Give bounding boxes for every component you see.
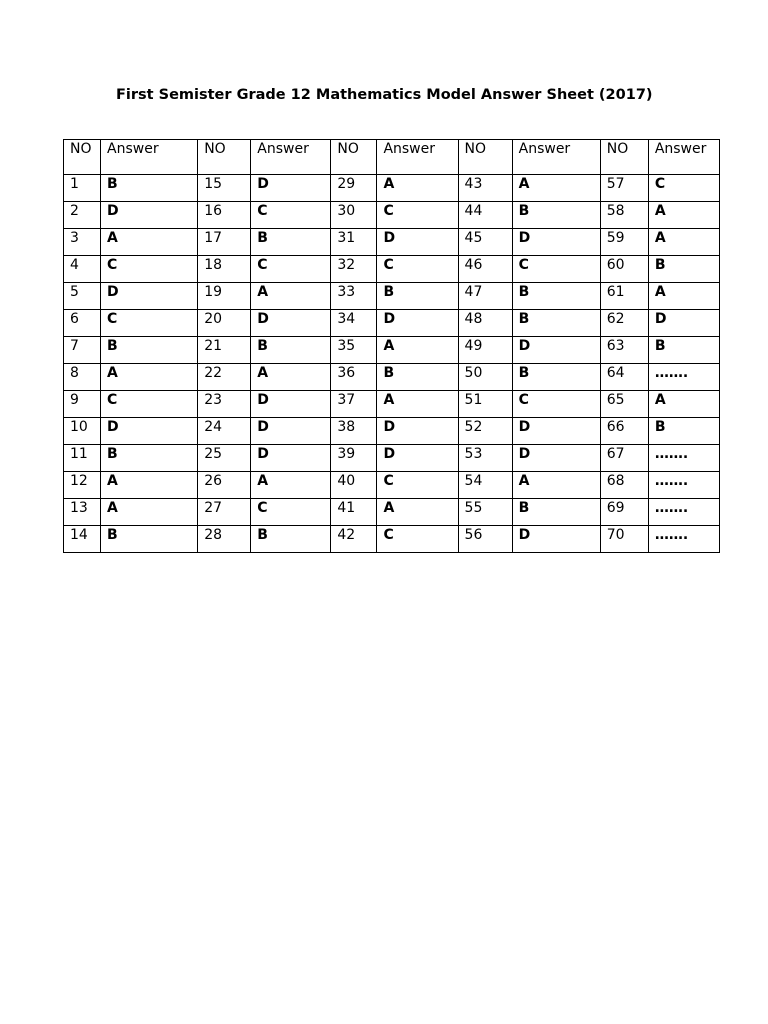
header-row bbox=[64, 140, 720, 175]
answer-cell: A bbox=[377, 175, 458, 202]
question-number-cell: 23 bbox=[198, 391, 251, 418]
answer-cell: ……. bbox=[648, 499, 719, 526]
answer-cell: ……. bbox=[648, 364, 719, 391]
answer-cell: B bbox=[648, 337, 719, 364]
answer-cell: A bbox=[251, 364, 331, 391]
question-number-cell: 36 bbox=[331, 364, 377, 391]
header-no: NO bbox=[198, 140, 251, 175]
table-row bbox=[64, 391, 720, 418]
answer-cell: D bbox=[512, 526, 600, 553]
answer-cell: D bbox=[512, 418, 600, 445]
header-answer: Answer bbox=[512, 140, 600, 175]
question-number-cell: 2 bbox=[64, 202, 101, 229]
answer-rows bbox=[64, 175, 720, 553]
question-number-cell: 22 bbox=[198, 364, 251, 391]
answer-cell: C bbox=[251, 499, 331, 526]
question-number-cell: 53 bbox=[458, 445, 512, 472]
answer-cell: D bbox=[251, 445, 331, 472]
answer-cell: C bbox=[377, 472, 458, 499]
question-number-cell: 31 bbox=[331, 229, 377, 256]
question-number-cell: 59 bbox=[600, 229, 648, 256]
answer-cell: A bbox=[377, 499, 458, 526]
question-number-cell: 11 bbox=[64, 445, 101, 472]
answer-cell: C bbox=[101, 256, 198, 283]
question-number-cell: 52 bbox=[458, 418, 512, 445]
answer-cell: B bbox=[512, 364, 600, 391]
question-number-cell: 10 bbox=[64, 418, 101, 445]
question-number-cell: 27 bbox=[198, 499, 251, 526]
answer-cell: C bbox=[101, 391, 198, 418]
answer-cell: A bbox=[101, 472, 198, 499]
header-no: NO bbox=[64, 140, 101, 175]
answer-cell: C bbox=[251, 256, 331, 283]
answer-cell: D bbox=[101, 283, 198, 310]
answer-cell: B bbox=[648, 256, 719, 283]
answer-cell: D bbox=[512, 445, 600, 472]
answer-cell: B bbox=[512, 499, 600, 526]
answer-cell: D bbox=[251, 418, 331, 445]
answer-cell: D bbox=[512, 337, 600, 364]
question-number-cell: 60 bbox=[600, 256, 648, 283]
answer-cell: A bbox=[101, 229, 198, 256]
question-number-cell: 63 bbox=[600, 337, 648, 364]
question-number-cell: 41 bbox=[331, 499, 377, 526]
answer-cell: C bbox=[377, 256, 458, 283]
question-number-cell: 70 bbox=[600, 526, 648, 553]
question-number-cell: 14 bbox=[64, 526, 101, 553]
answer-cell: B bbox=[377, 364, 458, 391]
question-number-cell: 30 bbox=[331, 202, 377, 229]
question-number-cell: 57 bbox=[600, 175, 648, 202]
answer-cell: C bbox=[377, 526, 458, 553]
answer-cell: C bbox=[101, 310, 198, 337]
table-row bbox=[64, 175, 720, 202]
answer-cell: C bbox=[512, 391, 600, 418]
header-no: NO bbox=[458, 140, 512, 175]
question-number-cell: 68 bbox=[600, 472, 648, 499]
answer-cell: C bbox=[648, 175, 719, 202]
answer-cell: B bbox=[512, 202, 600, 229]
question-number-cell: 69 bbox=[600, 499, 648, 526]
question-number-cell: 47 bbox=[458, 283, 512, 310]
question-number-cell: 12 bbox=[64, 472, 101, 499]
question-number-cell: 37 bbox=[331, 391, 377, 418]
table-row bbox=[64, 283, 720, 310]
answer-cell: B bbox=[512, 283, 600, 310]
table-row bbox=[64, 526, 720, 553]
table-row bbox=[64, 472, 720, 499]
answer-cell: A bbox=[648, 391, 719, 418]
answer-cell: B bbox=[251, 229, 331, 256]
question-number-cell: 7 bbox=[64, 337, 101, 364]
table-row bbox=[64, 229, 720, 256]
answer-cell: A bbox=[101, 499, 198, 526]
question-number-cell: 49 bbox=[458, 337, 512, 364]
answer-cell: B bbox=[512, 310, 600, 337]
question-number-cell: 35 bbox=[331, 337, 377, 364]
answer-cell: D bbox=[101, 418, 198, 445]
answer-cell: D bbox=[648, 310, 719, 337]
question-number-cell: 43 bbox=[458, 175, 512, 202]
answer-cell: D bbox=[251, 175, 331, 202]
answer-cell: ……. bbox=[648, 472, 719, 499]
question-number-cell: 16 bbox=[198, 202, 251, 229]
answer-cell: ……. bbox=[648, 526, 719, 553]
question-number-cell: 32 bbox=[331, 256, 377, 283]
answer-cell: B bbox=[377, 283, 458, 310]
question-number-cell: 33 bbox=[331, 283, 377, 310]
answer-cell: C bbox=[251, 202, 331, 229]
question-number-cell: 1 bbox=[64, 175, 101, 202]
table-row bbox=[64, 337, 720, 364]
question-number-cell: 18 bbox=[198, 256, 251, 283]
question-number-cell: 45 bbox=[458, 229, 512, 256]
answer-cell: B bbox=[648, 418, 719, 445]
question-number-cell: 3 bbox=[64, 229, 101, 256]
question-number-cell: 44 bbox=[458, 202, 512, 229]
header-answer: Answer bbox=[648, 140, 719, 175]
answer-cell: C bbox=[512, 256, 600, 283]
question-number-cell: 38 bbox=[331, 418, 377, 445]
question-number-cell: 48 bbox=[458, 310, 512, 337]
header-no: NO bbox=[600, 140, 648, 175]
question-number-cell: 24 bbox=[198, 418, 251, 445]
answer-cell: ……. bbox=[648, 445, 719, 472]
header-answer: Answer bbox=[251, 140, 331, 175]
answer-cell: A bbox=[377, 391, 458, 418]
table-row bbox=[64, 418, 720, 445]
question-number-cell: 62 bbox=[600, 310, 648, 337]
answer-cell: A bbox=[648, 283, 719, 310]
question-number-cell: 5 bbox=[64, 283, 101, 310]
table-row bbox=[64, 499, 720, 526]
answer-cell: B bbox=[101, 445, 198, 472]
table-row bbox=[64, 364, 720, 391]
question-number-cell: 58 bbox=[600, 202, 648, 229]
question-number-cell: 66 bbox=[600, 418, 648, 445]
answer-cell: B bbox=[101, 337, 198, 364]
answer-cell: B bbox=[251, 337, 331, 364]
question-number-cell: 9 bbox=[64, 391, 101, 418]
question-number-cell: 40 bbox=[331, 472, 377, 499]
answer-cell: A bbox=[648, 229, 719, 256]
question-number-cell: 25 bbox=[198, 445, 251, 472]
answer-cell: A bbox=[512, 175, 600, 202]
answer-cell: A bbox=[377, 337, 458, 364]
answer-cell: D bbox=[377, 445, 458, 472]
question-number-cell: 39 bbox=[331, 445, 377, 472]
question-number-cell: 55 bbox=[458, 499, 512, 526]
question-number-cell: 34 bbox=[331, 310, 377, 337]
question-number-cell: 42 bbox=[331, 526, 377, 553]
question-number-cell: 17 bbox=[198, 229, 251, 256]
question-number-cell: 65 bbox=[600, 391, 648, 418]
question-number-cell: 64 bbox=[600, 364, 648, 391]
question-number-cell: 61 bbox=[600, 283, 648, 310]
question-number-cell: 19 bbox=[198, 283, 251, 310]
question-number-cell: 8 bbox=[64, 364, 101, 391]
table-row bbox=[64, 310, 720, 337]
question-number-cell: 56 bbox=[458, 526, 512, 553]
page-title: First Semister Grade 12 Mathematics Model Answer Sheet (2017) bbox=[116, 87, 653, 103]
question-number-cell: 20 bbox=[198, 310, 251, 337]
question-number-cell: 50 bbox=[458, 364, 512, 391]
answer-cell: D bbox=[101, 202, 198, 229]
question-number-cell: 54 bbox=[458, 472, 512, 499]
answer-cell: A bbox=[101, 364, 198, 391]
answer-cell: B bbox=[251, 526, 331, 553]
question-number-cell: 4 bbox=[64, 256, 101, 283]
answer-cell: D bbox=[377, 229, 458, 256]
question-number-cell: 51 bbox=[458, 391, 512, 418]
answer-table bbox=[63, 139, 720, 553]
answer-cell: A bbox=[251, 283, 331, 310]
question-number-cell: 21 bbox=[198, 337, 251, 364]
answer-cell: C bbox=[377, 202, 458, 229]
question-number-cell: 15 bbox=[198, 175, 251, 202]
answer-cell: A bbox=[251, 472, 331, 499]
header-no: NO bbox=[331, 140, 377, 175]
answer-cell: D bbox=[251, 310, 331, 337]
answer-cell: D bbox=[251, 391, 331, 418]
question-number-cell: 46 bbox=[458, 256, 512, 283]
answer-cell: B bbox=[101, 526, 198, 553]
question-number-cell: 28 bbox=[198, 526, 251, 553]
question-number-cell: 29 bbox=[331, 175, 377, 202]
question-number-cell: 6 bbox=[64, 310, 101, 337]
answer-cell: D bbox=[512, 229, 600, 256]
table-row bbox=[64, 256, 720, 283]
question-number-cell: 13 bbox=[64, 499, 101, 526]
answer-cell: A bbox=[648, 202, 719, 229]
answer-cell: B bbox=[101, 175, 198, 202]
answer-cell: A bbox=[512, 472, 600, 499]
header-answer: Answer bbox=[377, 140, 458, 175]
table-row bbox=[64, 445, 720, 472]
question-number-cell: 26 bbox=[198, 472, 251, 499]
table-row bbox=[64, 202, 720, 229]
answer-cell: D bbox=[377, 418, 458, 445]
header-answer: Answer bbox=[101, 140, 198, 175]
answer-cell: D bbox=[377, 310, 458, 337]
question-number-cell: 67 bbox=[600, 445, 648, 472]
